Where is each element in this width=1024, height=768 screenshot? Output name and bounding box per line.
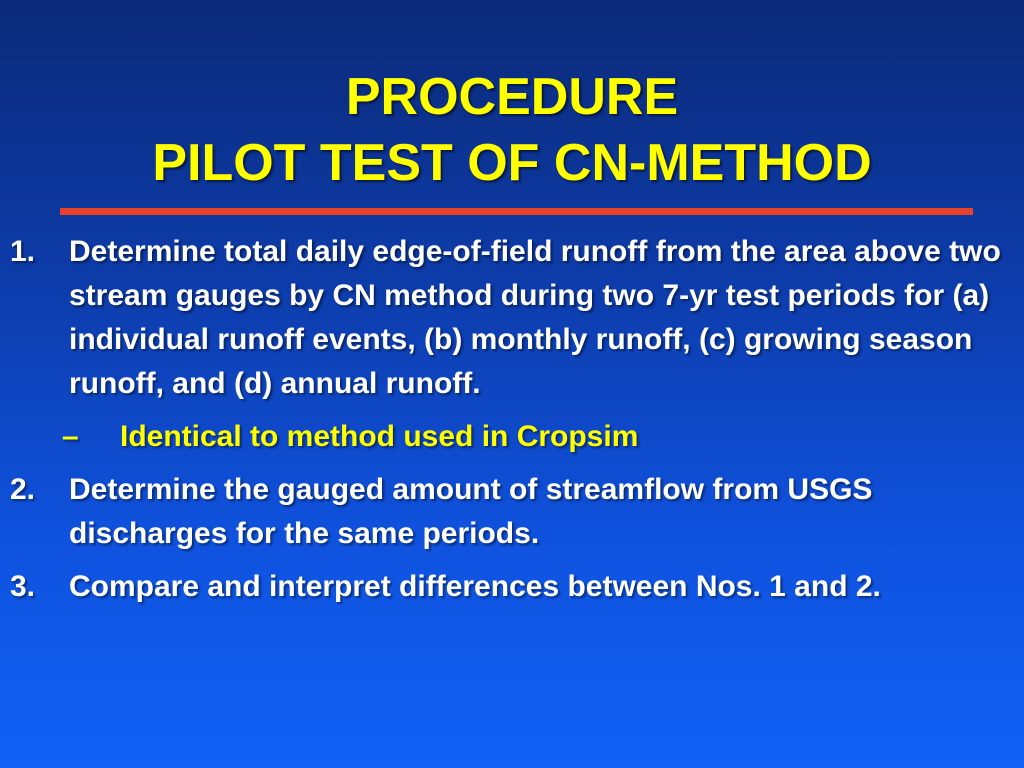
item-text: Determine total daily edge-of-field runoff from the area above two stream gauges by CN method during two 7-yr test periods for (a) individual runoff events, (b) monthly runoff, (c) growing season runoff, and (d) annual runoff. [69,235,1001,400]
sub-item-dash: – [62,420,79,453]
slide-title [0,64,1024,196]
sub-item-text: Identical to method used in Cropsim [120,420,639,453]
item-number: 1. [10,235,36,268]
list-item-3 [0,565,1024,609]
list-item-1 [0,230,1024,406]
slide-body [0,230,1024,618]
title-divider [60,208,973,215]
sub-item-1 [0,415,1024,459]
item-text: Compare and interpret differences between Nos. 1 and 2. [69,570,881,603]
item-text: Determine the gauged amount of streamflow from USGS discharges for the same periods. [69,473,873,550]
list-item-2 [0,468,1024,556]
item-number: 2. [10,473,36,506]
title-line-1: PROCEDURE [345,68,679,126]
item-number: 3. [10,570,36,603]
title-line-2: PILOT TEST OF CN-METHOD [152,134,872,192]
